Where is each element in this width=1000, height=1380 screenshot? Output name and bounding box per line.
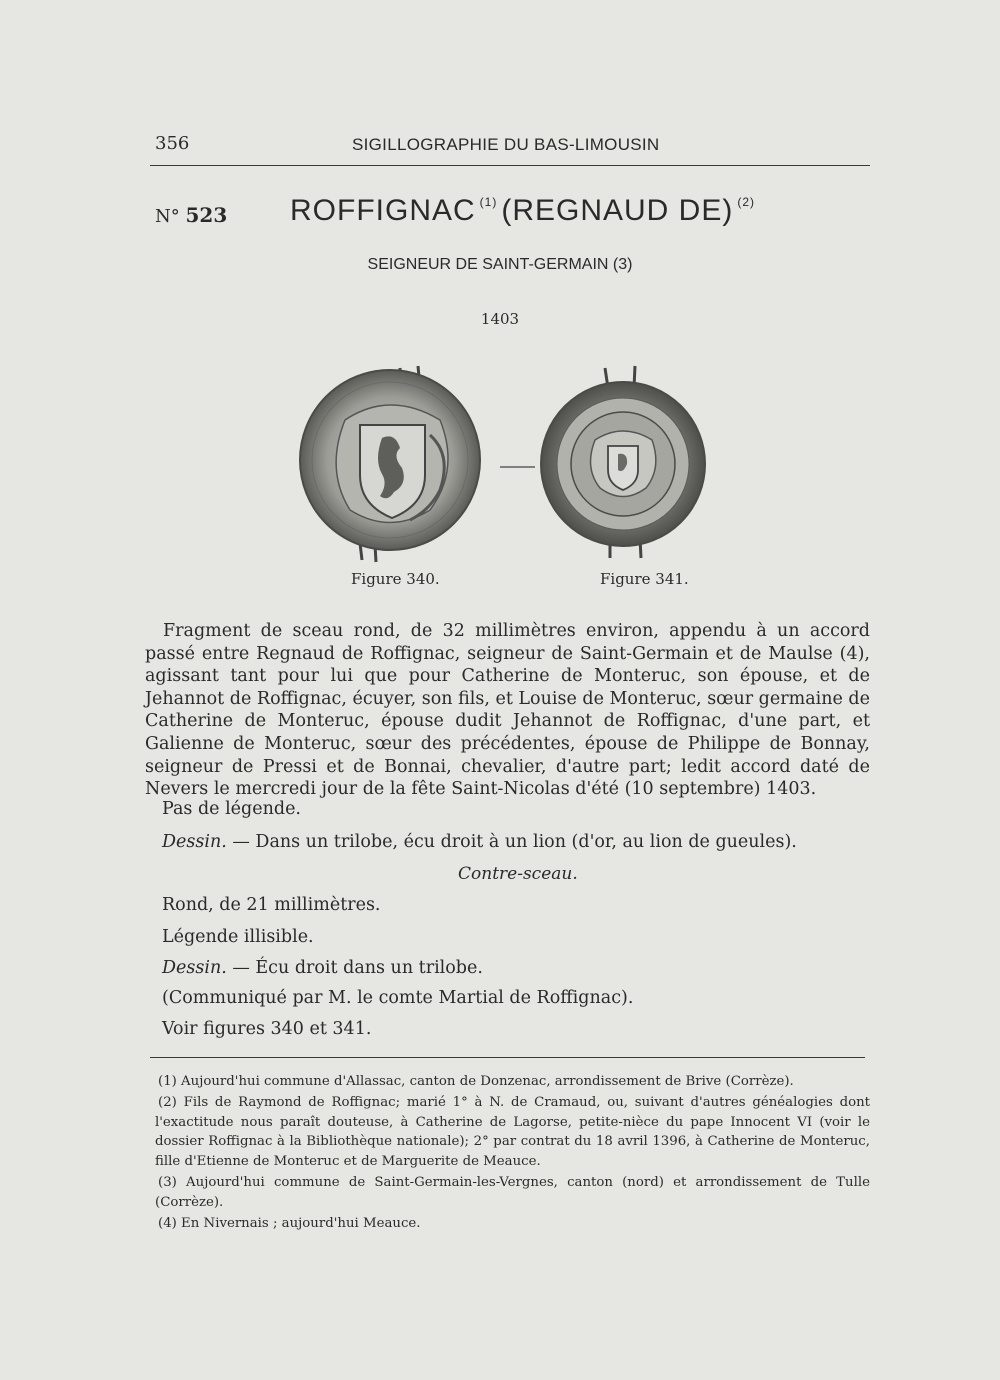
dessin2-text: — Écu droit dans un trilobe. xyxy=(226,958,483,978)
seal-figure-340 xyxy=(300,366,480,562)
contre-sceau-heading: Contre-sceau. xyxy=(458,864,578,884)
figure-caption-340: Figure 340. xyxy=(351,570,440,588)
footnote-4: (4) En Nivernais ; aujourd'hui Meauce. xyxy=(158,1215,421,1231)
dessin-line xyxy=(162,832,797,852)
title-footnote-ref-1: (1) xyxy=(479,195,498,209)
entry-number-prefix: N° xyxy=(155,206,180,227)
legende-line: Légende illisible. xyxy=(162,927,314,947)
entry-title-forename: (REGNAUD DE) xyxy=(501,194,734,227)
communique-line: (Communiqué par M. le comte Martial de Roffignac). xyxy=(162,988,634,1008)
legend-none-line: Pas de légende. xyxy=(162,799,301,819)
figure-caption-341: Figure 341. xyxy=(600,570,689,588)
footnote-1: (1) Aujourd'hui commune d'Allassac, canton de Donzenac, arrondissement de Brive (Corrèze). xyxy=(158,1074,794,1089)
entry-title xyxy=(290,194,759,228)
description-paragraph: Fragment de sceau rond, de 32 millimètres environ, appendu à un accord passé entre Regnaud de Roffignac, seigneur de Saint-Germain et de Maulse (4), agissant tant pour lui que pour Catherine de Monteruc, son épouse, et de Jehannot de Roffignac, écuyer, son fils, et Louise de Monteruc, sœur germaine de Catherine de Monteruc, épouse dudit Jehannot de Roffignac, d'une part, et Galienne de Monteruc, sœur des précédentes, épouse de Philippe de Bonnay, seigneur de Pressi et de Bonnai, chevalier, d'autre part; ledit accord daté de Nevers le mercredi jour de la fête Saint-Nicolas d'été (10 septembre) 1403. xyxy=(145,621,870,800)
footnote-3: (3) Aujourd'hui commune de Saint-Germain-les-Vergnes, canton (nord) et arrondissement de Tulle (Corrèze). xyxy=(155,1175,870,1210)
header-rule xyxy=(150,165,870,166)
dessin-label: Dessin. xyxy=(162,832,227,852)
entry-year: 1403 xyxy=(480,310,520,328)
footnote-rule xyxy=(150,1057,865,1058)
dessin2-label: Dessin. xyxy=(162,958,227,978)
seal-figure-341 xyxy=(541,366,705,558)
entry-number-value: 523 xyxy=(185,203,228,227)
voir-line: Voir figures 340 et 341. xyxy=(162,1019,372,1039)
footnote-2: (2) Fils de Raymond de Roffignac; marié 1° à N. de Cramaud, ou, suivant d'autres généalogies dont l'exactitude nous paraît douteuse, à Catherine de Lagorse, petite-nièce du pape Innocent VI (voir le dossier Roffignac à la Bibliothèque nationale); 2° par contrat du 18 avril 1396, à Catherine de Monteruc, fille d'Etienne de Monteruc et de Marguerite de Meauce. xyxy=(155,1095,870,1169)
entry-title-name: ROFFIGNAC xyxy=(290,194,476,227)
title-footnote-ref-2: (2) xyxy=(737,195,756,209)
seal-figures xyxy=(290,360,720,570)
page-number: 356 xyxy=(155,133,190,154)
dessin2-line xyxy=(162,958,483,978)
running-title: SIGILLOGRAPHIE DU BAS-LIMOUSIN xyxy=(352,135,660,154)
entry-subtitle: SEIGNEUR DE SAINT-GERMAIN (3) xyxy=(367,256,633,273)
entry-number xyxy=(155,203,227,227)
dessin-text: — Dans un trilobe, écu droit à un lion (d'or, au lion de gueules). xyxy=(226,832,797,852)
rond-line: Rond, de 21 millimètres. xyxy=(162,895,381,915)
footnotes xyxy=(155,1072,870,1235)
